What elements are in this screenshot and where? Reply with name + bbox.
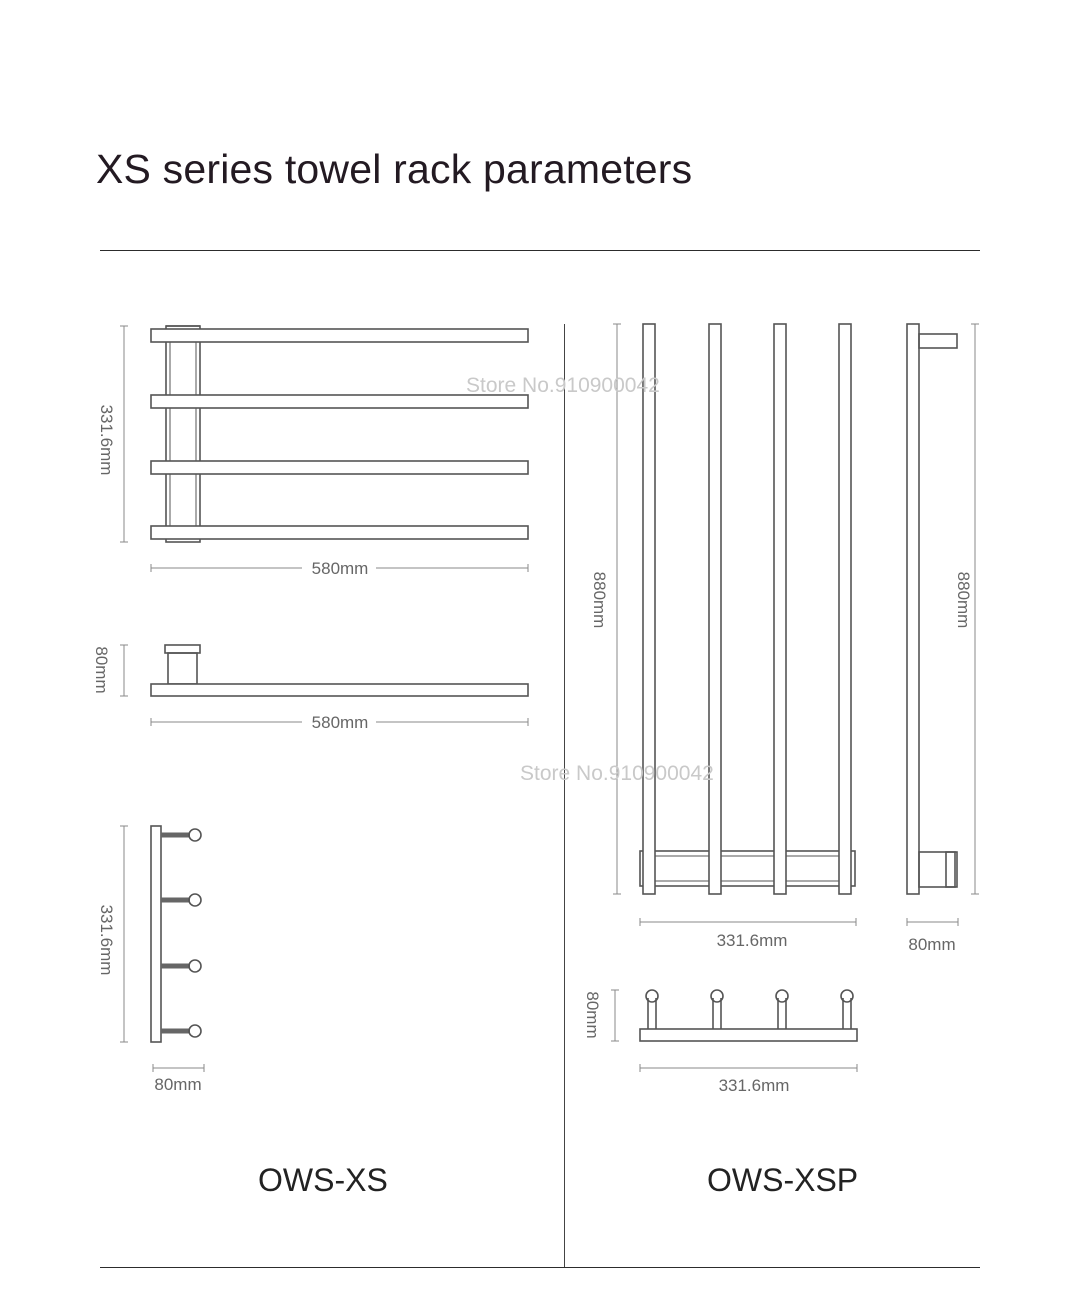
xs-side-end [189,894,201,906]
xsp-top-end [646,990,658,1002]
xsp-top-end [776,990,788,1002]
dim-label-xs-side-height: 331.6mm [97,904,116,976]
dim-label-xsp-top-depth: 80mm [583,991,602,1039]
xsp-side-bottom-mount [919,852,955,887]
dim-label-xsp-side-depth: 80mm [908,935,956,954]
dim-label-xs-width: 580mm [311,559,369,578]
xs-side-end [189,1025,201,1037]
xsp-top-bar [640,1029,857,1041]
xs-side-end [189,829,201,841]
xsp-bar [643,324,655,894]
page-title: XS series towel rack parameters [96,146,693,192]
xsp-side-top-mount [919,334,957,348]
dim-label-xs-top-width: 580mm [311,713,369,732]
dim-label-xs-height: 331.6mm [97,404,116,476]
xs-bar [151,461,528,474]
dim-label-xs-side-depth: 80mm [154,1075,202,1094]
xs-top-view [151,645,528,696]
model-label-left: OWS-XS [258,1162,388,1198]
xsp-side-bar [907,324,919,894]
dim-label-xs-top-depth: 80mm [92,646,111,694]
xs-bar [151,526,528,539]
xsp-top-view [640,990,857,1041]
store-watermark: Store No.910900042 [466,374,660,397]
xs-front-view [151,326,528,542]
xsp-bar [839,324,851,894]
xs-top-mount [165,645,200,653]
xsp-bar [709,324,721,894]
store-watermark: Store No.910900042 [520,762,714,785]
xsp-top-end [711,990,723,1002]
xsp-front-view [640,324,855,894]
xsp-top-end [841,990,853,1002]
xsp-side-view [907,324,957,894]
xs-side-view [151,826,201,1042]
xs-side-plate [151,826,161,1042]
dim-label-xsp-top-width: 331.6mm [718,1076,790,1095]
xs-top-bar [151,684,528,696]
xsp-bar [774,324,786,894]
model-label-right: OWS-XSP [707,1162,859,1198]
dim-label-xsp-front-width: 331.6mm [716,931,788,950]
xs-bar [151,329,528,342]
dim-label-xsp-front-height: 880mm [590,571,609,629]
xs-side-end [189,960,201,972]
dim-label-xsp-side-height: 880mm [954,571,973,629]
xs-wall-bracket [166,326,200,542]
